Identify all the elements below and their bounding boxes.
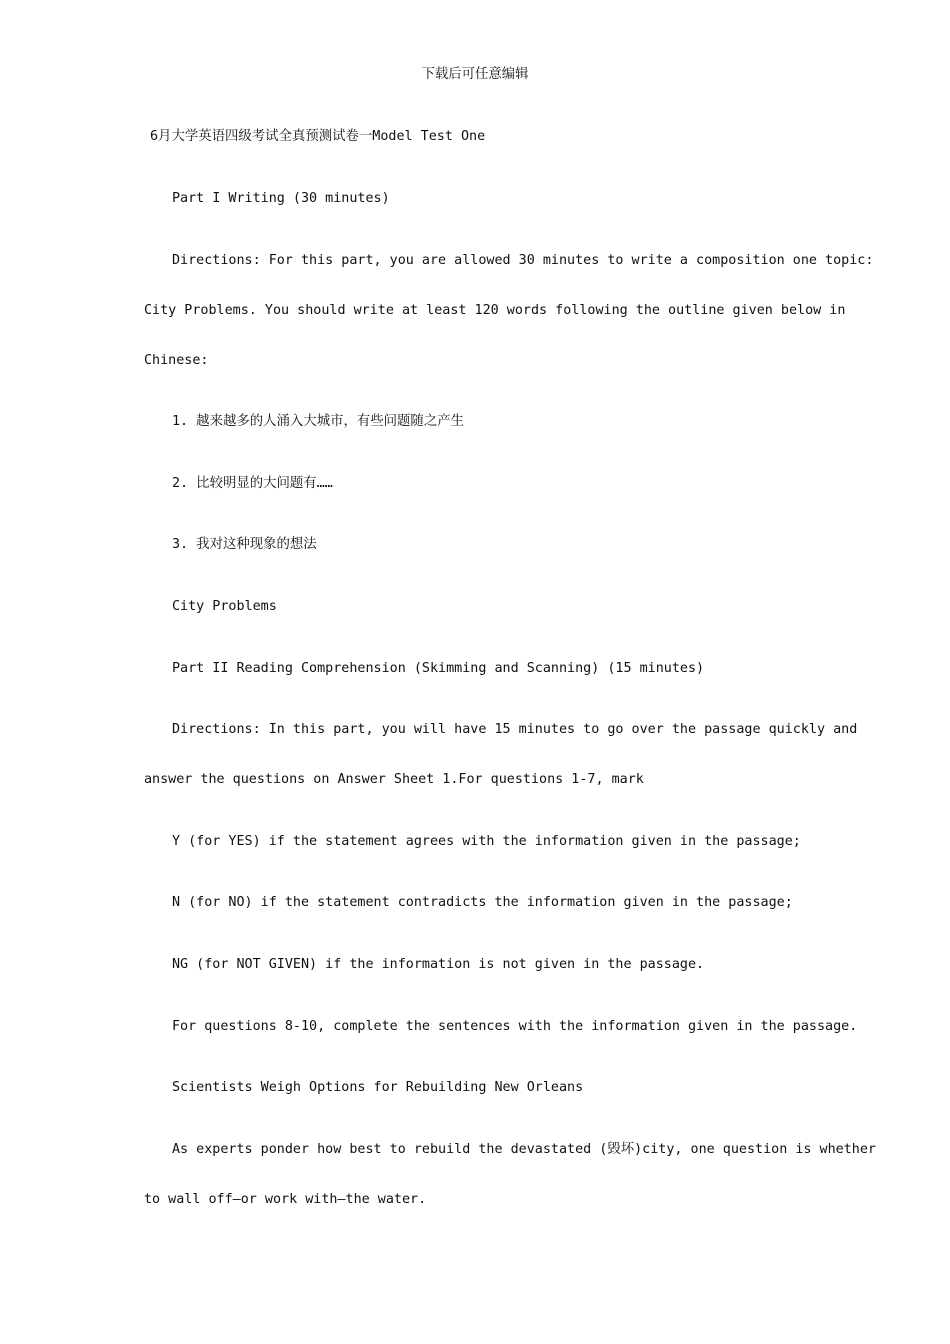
directions1-line3: Chinese: <box>144 353 209 368</box>
directions2-line2: answer the questions on Answer Sheet 1.For questions 1-7, mark <box>144 772 644 787</box>
passage-line1: As experts ponder how best to rebuild the devastated (毁坏)city, one question is whether <box>172 1142 876 1157</box>
mark-no: N (for NO) if the statement contradicts the information given in the passage; <box>172 895 793 910</box>
directions1-line1: Directions: For this part, you are allowed 30 minutes to write a composition one topic: <box>172 253 874 268</box>
outline-item-3: 3. 我对这种现象的想法 <box>172 537 317 552</box>
questions-8-10-instruction: For questions 8-10, complete the sentences with the information given in the passage. <box>172 1019 858 1034</box>
page-header-note: 下载后可任意编辑 <box>421 67 529 82</box>
document-title: 6月大学英语四级考试全真预测试卷一Model Test One <box>150 129 486 144</box>
mark-yes: Y (for YES) if the statement agrees with the information given in the passage; <box>172 834 801 849</box>
part2-heading: Part II Reading Comprehension (Skimming and Scanning) (15 minutes) <box>172 661 705 676</box>
directions2-line1: Directions: In this part, you will have 15 minutes to go over the passage quickly and <box>172 722 858 737</box>
passage-title: Scientists Weigh Options for Rebuilding New Orleans <box>172 1080 584 1095</box>
essay-title: City Problems <box>172 599 277 614</box>
part1-heading: Part I Writing (30 minutes) <box>172 191 390 206</box>
directions1-line2: City Problems. You should write at least 120 words following the outline given below in <box>144 303 846 318</box>
passage-line2: to wall off—or work with—the water. <box>144 1192 427 1207</box>
outline-item-2: 2. 比较明显的大问题有…… <box>172 476 333 491</box>
mark-not-given: NG (for NOT GIVEN) if the information is not given in the passage. <box>172 957 705 972</box>
outline-item-1: 1. 越来越多的人涌入大城市，有些问题随之产生 <box>172 414 464 429</box>
